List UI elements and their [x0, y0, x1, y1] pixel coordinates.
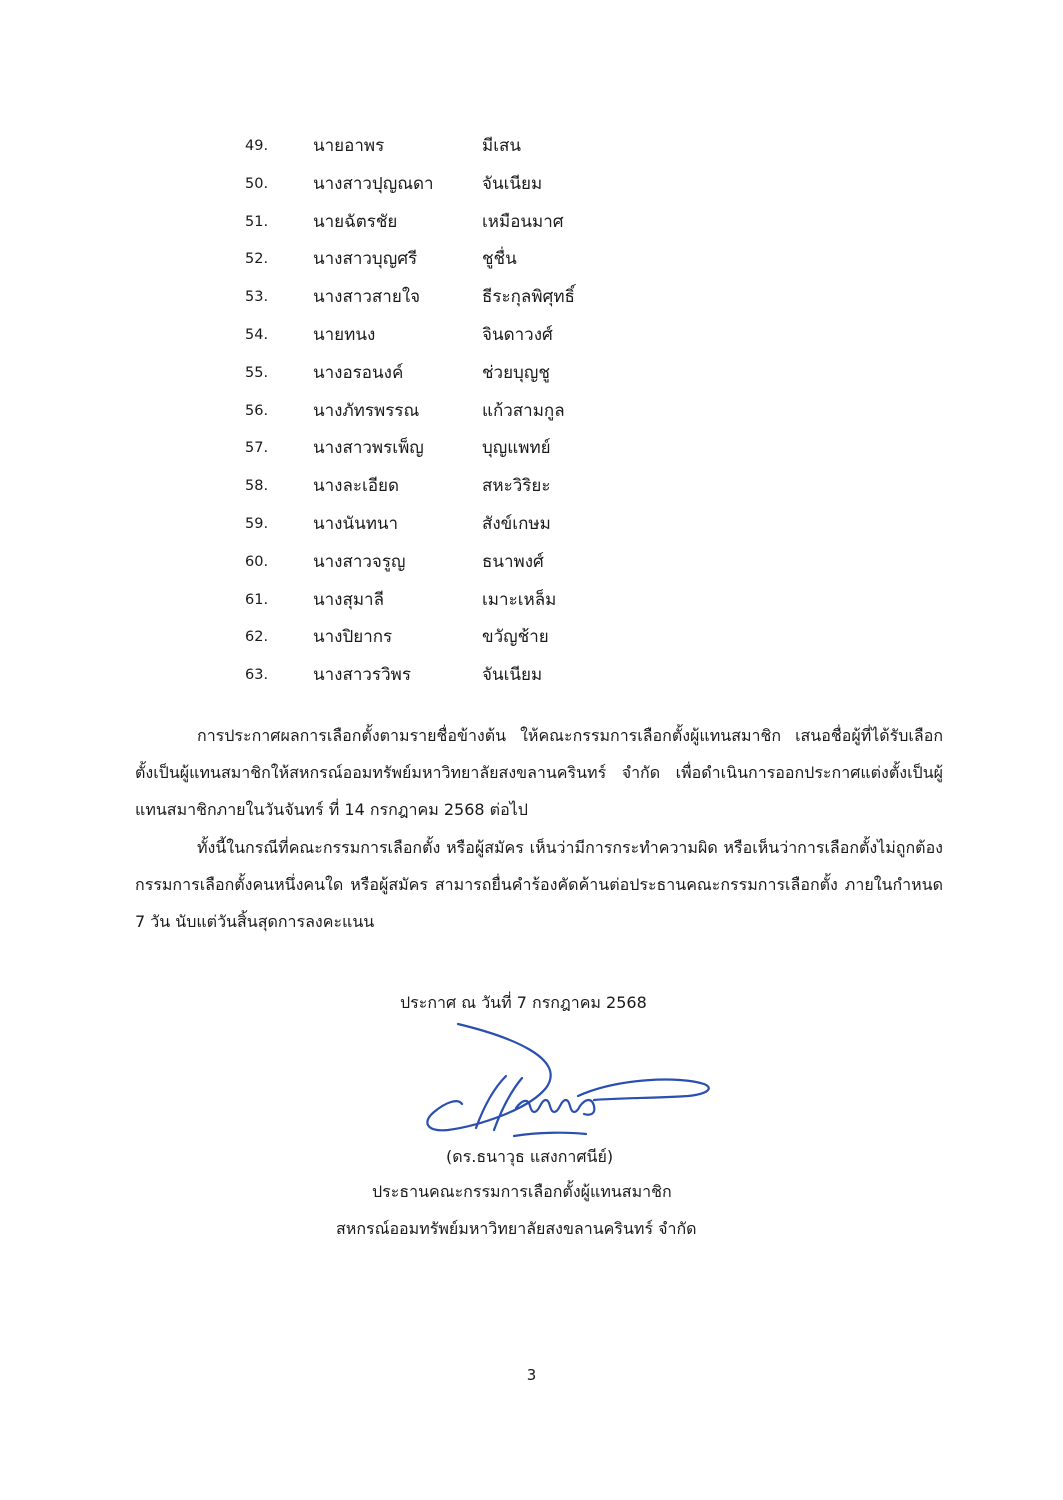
- item-first-name: นายอาพร: [313, 136, 385, 156]
- item-number: 54.: [245, 326, 269, 343]
- item-first-name: นางสาวสายใจ: [313, 287, 421, 308]
- list-item: [245, 279, 765, 317]
- item-number: 51.: [245, 213, 269, 230]
- announce-date: ประกาศ ณ วันที่ 7 กรกฎาคม 2568: [400, 993, 647, 1012]
- signer-title: ประธานคณะกรรมการเลือกตั้งผู้แทนสมาชิก: [372, 1182, 672, 1201]
- item-last-name: ชูชื่น: [482, 249, 517, 270]
- item-first-name: นางสาวจรูญ: [313, 551, 406, 572]
- item-last-name: จินดาวงศ์: [482, 324, 553, 345]
- announcement-paragraph: [135, 717, 943, 828]
- item-number: 59.: [245, 515, 269, 532]
- item-number: 61.: [245, 591, 269, 608]
- item-last-name: จันเนียม: [482, 665, 543, 686]
- list-item: [245, 506, 765, 544]
- list-item: [245, 544, 765, 582]
- item-first-name: นางสุมาลี: [313, 589, 385, 610]
- member-list: [245, 128, 765, 695]
- list-item: [245, 204, 765, 242]
- item-number: 50.: [245, 175, 269, 192]
- item-number: 62.: [245, 629, 269, 646]
- signature-icon: [418, 1018, 718, 1148]
- item-first-name: นางสาวบุญศรี: [313, 249, 418, 270]
- item-last-name: บุญแพทย์: [482, 438, 551, 459]
- announcement-paragraph-text: การประกาศผลการเลือกตั้งตามรายชื่อข้างต้น ให้คณะกรรมการเลือกตั้งผู้แทนสมาชิก เสนอชื่อผู้ที่ได้รับเลือกตั้งเป็นผู้แทนสมาชิกให้สหกรณ์ออมทรัพย์มหาวิทยาลัยสงขลานครินทร์ จำกัด เพื่อดำเนินการออกประกาศแต่งตั้งเป็นผู้แทนสมาชิกภายในวันจันทร์ ที่ 14 กรกฎาคม 2568 ต่อไป: [135, 726, 943, 819]
- signer-name: (ดร.ธนาวุธ แสงกาศนีย์): [446, 1147, 614, 1166]
- item-first-name: นายฉัตรชัย: [313, 211, 398, 232]
- item-last-name: เมาะเหล็ม: [482, 589, 557, 610]
- list-item: [245, 317, 765, 355]
- item-last-name: จันเนียม: [482, 173, 543, 194]
- list-item: [245, 393, 765, 431]
- item-number: 56.: [245, 402, 269, 419]
- item-last-name: สังข์เกษม: [482, 513, 551, 534]
- item-last-name: มีเสน: [482, 136, 522, 156]
- item-first-name: นางภัทรพรรณ: [313, 400, 420, 421]
- list-item: [245, 582, 765, 620]
- item-last-name: ธีระกุลพิศุทธิ์: [482, 287, 575, 308]
- objection-paragraph: [135, 829, 943, 940]
- item-first-name: นางสาวพรเพ็ญ: [313, 438, 424, 459]
- list-item: [245, 619, 765, 657]
- item-number: 60.: [245, 553, 269, 570]
- list-item: [245, 430, 765, 468]
- item-number: 55.: [245, 364, 269, 381]
- item-number: 57.: [245, 440, 269, 457]
- item-number: 52.: [245, 251, 269, 268]
- list-item: [245, 166, 765, 204]
- item-first-name: นางสาวปุญณดา: [313, 173, 434, 194]
- item-number: 53.: [245, 289, 269, 306]
- list-item: [245, 241, 765, 279]
- item-first-name: นางสาวรวิพร: [313, 665, 411, 686]
- item-last-name: สหะวิริยะ: [482, 476, 551, 497]
- item-number: 63.: [245, 667, 269, 684]
- item-last-name: เหมือนมาศ: [482, 211, 564, 232]
- item-number: 49.: [245, 138, 269, 154]
- item-first-name: นางละเอียด: [313, 476, 400, 497]
- item-first-name: นายทนง: [313, 324, 376, 345]
- signer-organization: สหกรณ์ออมทรัพย์มหาวิทยาลัยสงขลานครินทร์ จำกัด: [336, 1219, 697, 1238]
- item-first-name: นางปิยากร: [313, 627, 393, 648]
- page-number: 3: [526, 1366, 537, 1384]
- item-first-name: นางอรอนงค์: [313, 362, 404, 383]
- item-first-name: นางนันทนา: [313, 513, 399, 534]
- item-last-name: ช่วยบุญชู: [482, 362, 550, 383]
- item-last-name: ธนาพงศ์: [482, 551, 544, 572]
- item-number: 58.: [245, 478, 269, 495]
- list-item: [245, 468, 765, 506]
- list-item: [245, 355, 765, 393]
- item-last-name: แก้วสามกูล: [482, 400, 565, 421]
- item-last-name: ขวัญช้าย: [482, 627, 549, 648]
- list-item: [245, 128, 765, 166]
- list-item: [245, 657, 765, 695]
- objection-paragraph-text: ทั้งนี้ในกรณีที่คณะกรรมการเลือกตั้ง หรือผู้สมัคร เห็นว่ามีการกระทำความผิด หรือเห็นว่าการเลือกตั้งไม่ถูกต้อง กรรมการเลือกตั้งคนหนึ่งคนใด หรือผู้สมัคร สามารถยื่นคำร้องคัดค้านต่อประธานคณะกรรมการเลือกตั้ง ภายในกำหนด 7 วัน นับแต่วันสิ้นสุดการลงคะแนน: [135, 838, 943, 931]
